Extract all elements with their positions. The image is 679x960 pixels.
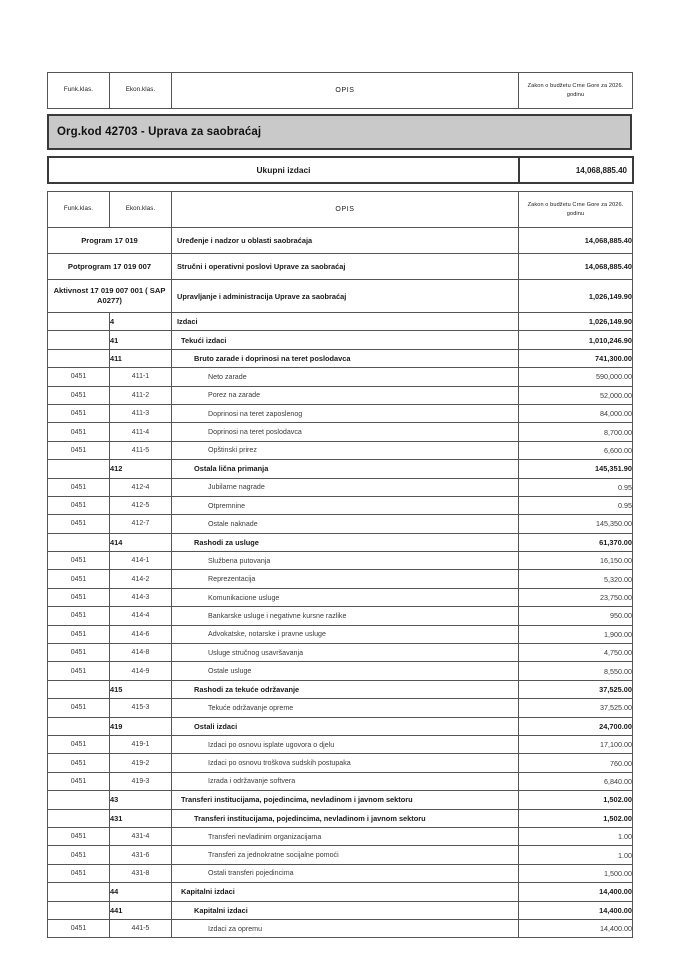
line-item-amount: 145,350.00 bbox=[519, 515, 633, 533]
line-item-description: Reprezentacija bbox=[172, 570, 519, 588]
table-row bbox=[48, 827, 633, 845]
functional-classification bbox=[48, 883, 110, 901]
line-item-description: Transferi institucijama, pojedincima, nevladinom i javnom sektoru bbox=[172, 791, 519, 809]
economic-classification: 414-1 bbox=[110, 552, 172, 570]
table-row bbox=[48, 588, 633, 606]
economic-classification: 411 bbox=[110, 349, 172, 367]
line-item-description: Jubilarne nagrade bbox=[172, 478, 519, 496]
functional-classification bbox=[48, 460, 110, 478]
program-code: Aktivnost 17 019 007 001 ( SAP A0277) bbox=[48, 280, 172, 313]
functional-classification: 0451 bbox=[48, 607, 110, 625]
line-item-amount: 17,100.00 bbox=[519, 735, 633, 753]
economic-classification: 414-6 bbox=[110, 625, 172, 643]
line-item-description: Neto zarade bbox=[172, 368, 519, 386]
economic-classification: 43 bbox=[110, 791, 172, 809]
total-expenses-amount: 14,068,885.40 bbox=[519, 157, 633, 183]
functional-classification: 0451 bbox=[48, 864, 110, 882]
program-description: Stručni i operativni poslovi Uprave za saobraćaj bbox=[172, 254, 519, 280]
economic-classification: 412-7 bbox=[110, 515, 172, 533]
functional-classification: 0451 bbox=[48, 386, 110, 404]
functional-classification: 0451 bbox=[48, 441, 110, 459]
functional-classification: 0451 bbox=[48, 827, 110, 845]
functional-classification: 0451 bbox=[48, 570, 110, 588]
line-item-amount: 14,400.00 bbox=[519, 883, 633, 901]
line-item-description: Ostale naknade bbox=[172, 515, 519, 533]
line-item-amount: 14,400.00 bbox=[519, 919, 633, 937]
table-row bbox=[48, 883, 633, 901]
line-item-amount: 1.00 bbox=[519, 827, 633, 845]
table-row bbox=[48, 901, 633, 919]
economic-classification: 411-4 bbox=[110, 423, 172, 441]
table-row bbox=[48, 313, 633, 331]
budget-line-items-table bbox=[47, 191, 633, 938]
line-item-amount: 5,320.00 bbox=[519, 570, 633, 588]
table-row bbox=[48, 460, 633, 478]
functional-classification: 0451 bbox=[48, 423, 110, 441]
table-row bbox=[48, 423, 633, 441]
org-code-title: Org.kod 42703 - Uprava za saobraćaj bbox=[57, 126, 262, 138]
table-row bbox=[48, 607, 633, 625]
line-item-amount: 24,700.00 bbox=[519, 717, 633, 735]
economic-classification: 41 bbox=[110, 331, 172, 349]
program-row bbox=[48, 228, 633, 254]
line-item-amount: 61,370.00 bbox=[519, 533, 633, 551]
program-code: Program 17 019 bbox=[48, 228, 172, 254]
functional-classification: 0451 bbox=[48, 919, 110, 937]
line-item-description: Komunikacione usluge bbox=[172, 588, 519, 606]
line-item-description: Službena putovanja bbox=[172, 552, 519, 570]
line-item-amount: 16,150.00 bbox=[519, 552, 633, 570]
table-row bbox=[48, 791, 633, 809]
line-item-description: Rashodi za usluge bbox=[172, 533, 519, 551]
column-header-ekon: Ekon.klas. bbox=[110, 73, 172, 109]
economic-classification: 419-2 bbox=[110, 754, 172, 772]
table-row bbox=[48, 552, 633, 570]
line-item-description: Transferi institucijama, pojedincima, nevladinom i javnom sektoru bbox=[172, 809, 519, 827]
economic-classification: 441-5 bbox=[110, 919, 172, 937]
table-row bbox=[48, 441, 633, 459]
economic-classification: 419-1 bbox=[110, 735, 172, 753]
line-item-amount: 1,900.00 bbox=[519, 625, 633, 643]
column-header-opis: OPIS bbox=[172, 73, 519, 109]
line-item-description: Usluge stručnog usavršavanja bbox=[172, 644, 519, 662]
table-row bbox=[48, 735, 633, 753]
economic-classification: 414-9 bbox=[110, 662, 172, 680]
table-row bbox=[48, 404, 633, 422]
line-item-amount: 8,550.00 bbox=[519, 662, 633, 680]
line-item-description: Transferi za jednokratne socijalne pomoći bbox=[172, 846, 519, 864]
economic-classification: 419-3 bbox=[110, 772, 172, 790]
economic-classification: 441 bbox=[110, 901, 172, 919]
table-row bbox=[48, 662, 633, 680]
economic-classification: 415-3 bbox=[110, 699, 172, 717]
line-item-amount: 1,026,149.90 bbox=[519, 313, 633, 331]
line-item-description: Bruto zarade i doprinosi na teret poslodavca bbox=[172, 349, 519, 367]
line-item-amount: 37,525.00 bbox=[519, 699, 633, 717]
table-row bbox=[48, 809, 633, 827]
table-row bbox=[48, 717, 633, 735]
functional-classification bbox=[48, 313, 110, 331]
line-item-description: Bankarske usluge i negativne kursne razlike bbox=[172, 607, 519, 625]
line-item-amount: 1.00 bbox=[519, 846, 633, 864]
table-row bbox=[48, 680, 633, 698]
economic-classification: 44 bbox=[110, 883, 172, 901]
line-item-amount: 23,750.00 bbox=[519, 588, 633, 606]
table-row bbox=[48, 496, 633, 514]
program-description: Uređenje i nadzor u oblasti saobraćaja bbox=[172, 228, 519, 254]
line-item-amount: 52,000.00 bbox=[519, 386, 633, 404]
line-item-amount: 1,502.00 bbox=[519, 809, 633, 827]
economic-classification: 414-3 bbox=[110, 588, 172, 606]
economic-classification: 4 bbox=[110, 313, 172, 331]
total-expenses-label: Ukupni izdaci bbox=[48, 157, 519, 183]
functional-classification: 0451 bbox=[48, 662, 110, 680]
line-item-amount: 950.00 bbox=[519, 607, 633, 625]
line-item-amount: 0.95 bbox=[519, 496, 633, 514]
table-row bbox=[48, 533, 633, 551]
program-code: Potprogram 17 019 007 bbox=[48, 254, 172, 280]
line-item-description: Doprinosi na teret zaposlenog bbox=[172, 404, 519, 422]
program-amount: 14,068,885.40 bbox=[519, 228, 633, 254]
line-item-description: Izdaci po osnovu troškova sudskih postupaka bbox=[172, 754, 519, 772]
economic-classification: 414-4 bbox=[110, 607, 172, 625]
table-row bbox=[48, 699, 633, 717]
column-header-funk: Funk.klas. bbox=[48, 73, 110, 109]
line-item-amount: 6,600.00 bbox=[519, 441, 633, 459]
economic-classification: 431-4 bbox=[110, 827, 172, 845]
table-row bbox=[48, 644, 633, 662]
economic-classification: 431-6 bbox=[110, 846, 172, 864]
functional-classification bbox=[48, 533, 110, 551]
line-item-amount: 37,525.00 bbox=[519, 680, 633, 698]
functional-classification: 0451 bbox=[48, 496, 110, 514]
line-item-description: Izdaci bbox=[172, 313, 519, 331]
line-item-description: Ostala lična primanja bbox=[172, 460, 519, 478]
table-row bbox=[48, 331, 633, 349]
functional-classification: 0451 bbox=[48, 754, 110, 772]
column-header-iznos: Zakon o budžetu Crne Gore za 2026. godinu bbox=[519, 192, 633, 228]
line-item-description: Doprinosi na teret poslodavca bbox=[172, 423, 519, 441]
line-item-amount: 1,502.00 bbox=[519, 791, 633, 809]
line-item-description: Kapitalni izdaci bbox=[172, 883, 519, 901]
line-item-description: Izdaci po osnovu isplate ugovora o djelu bbox=[172, 735, 519, 753]
total-row bbox=[48, 157, 633, 183]
line-item-amount: 8,700.00 bbox=[519, 423, 633, 441]
program-row bbox=[48, 280, 633, 313]
functional-classification: 0451 bbox=[48, 846, 110, 864]
economic-classification: 414-8 bbox=[110, 644, 172, 662]
table-row bbox=[48, 625, 633, 643]
economic-classification: 412-5 bbox=[110, 496, 172, 514]
line-item-amount: 741,300.00 bbox=[519, 349, 633, 367]
program-row bbox=[48, 254, 633, 280]
functional-classification: 0451 bbox=[48, 699, 110, 717]
functional-classification: 0451 bbox=[48, 735, 110, 753]
economic-classification: 431-8 bbox=[110, 864, 172, 882]
program-description: Upravljanje i administracija Uprave za saobraćaj bbox=[172, 280, 519, 313]
table-row bbox=[48, 386, 633, 404]
table-row bbox=[48, 919, 633, 937]
column-header-funk: Funk.klas. bbox=[48, 192, 110, 228]
line-item-description: Advokatske, notarske i pravne usluge bbox=[172, 625, 519, 643]
functional-classification: 0451 bbox=[48, 368, 110, 386]
functional-classification bbox=[48, 809, 110, 827]
line-item-description: Izdaci za opremu bbox=[172, 919, 519, 937]
column-header-ekon: Ekon.klas. bbox=[110, 192, 172, 228]
economic-classification: 411-3 bbox=[110, 404, 172, 422]
economic-classification: 411-2 bbox=[110, 386, 172, 404]
line-item-amount: 145,351.90 bbox=[519, 460, 633, 478]
line-item-description: Ostali izdaci bbox=[172, 717, 519, 735]
line-item-amount: 1,010,246.90 bbox=[519, 331, 633, 349]
line-item-description: Transferi nevladinim organizacijama bbox=[172, 827, 519, 845]
table-row bbox=[48, 368, 633, 386]
top-column-header-table bbox=[47, 72, 633, 109]
functional-classification bbox=[48, 791, 110, 809]
line-item-description: Porez na zarade bbox=[172, 386, 519, 404]
economic-classification: 431 bbox=[110, 809, 172, 827]
program-amount: 14,068,885.40 bbox=[519, 254, 633, 280]
functional-classification bbox=[48, 901, 110, 919]
line-item-description: Tekuće održavanje opreme bbox=[172, 699, 519, 717]
column-header-opis: OPIS bbox=[172, 192, 519, 228]
line-item-amount: 14,400.00 bbox=[519, 901, 633, 919]
line-item-description: Ostali transferi pojedincima bbox=[172, 864, 519, 882]
line-item-amount: 1,500.00 bbox=[519, 864, 633, 882]
economic-classification: 411-1 bbox=[110, 368, 172, 386]
org-code-banner bbox=[47, 114, 632, 150]
line-item-description: Izrada i održavanje softvera bbox=[172, 772, 519, 790]
total-expenses-section bbox=[47, 156, 632, 184]
economic-classification: 412 bbox=[110, 460, 172, 478]
functional-classification bbox=[48, 717, 110, 735]
line-item-description: Otpremnine bbox=[172, 496, 519, 514]
table-row bbox=[48, 570, 633, 588]
line-item-description: Tekući izdaci bbox=[172, 331, 519, 349]
table-row bbox=[48, 864, 633, 882]
line-item-amount: 0.95 bbox=[519, 478, 633, 496]
line-item-description: Rashodi za tekuće održavanje bbox=[172, 680, 519, 698]
table-row bbox=[48, 754, 633, 772]
economic-classification: 415 bbox=[110, 680, 172, 698]
line-item-description: Opštinski prirez bbox=[172, 441, 519, 459]
table-row bbox=[48, 515, 633, 533]
header-row bbox=[48, 73, 633, 109]
table-row bbox=[48, 772, 633, 790]
table-row bbox=[48, 846, 633, 864]
line-item-amount: 760.00 bbox=[519, 754, 633, 772]
table-row bbox=[48, 478, 633, 496]
program-amount: 1,026,149.90 bbox=[519, 280, 633, 313]
functional-classification: 0451 bbox=[48, 644, 110, 662]
economic-classification: 412-4 bbox=[110, 478, 172, 496]
line-item-description: Ostale usluge bbox=[172, 662, 519, 680]
functional-classification: 0451 bbox=[48, 478, 110, 496]
functional-classification: 0451 bbox=[48, 552, 110, 570]
economic-classification: 414-2 bbox=[110, 570, 172, 588]
functional-classification bbox=[48, 349, 110, 367]
functional-classification: 0451 bbox=[48, 625, 110, 643]
line-item-amount: 6,840.00 bbox=[519, 772, 633, 790]
functional-classification: 0451 bbox=[48, 588, 110, 606]
line-item-description: Kapitalni izdaci bbox=[172, 901, 519, 919]
column-header-iznos: Zakon o budžetu Crne Gore za 2026. godinu bbox=[519, 73, 633, 109]
functional-classification bbox=[48, 680, 110, 698]
economic-classification: 414 bbox=[110, 533, 172, 551]
main-budget-section bbox=[47, 191, 632, 938]
total-expenses-table bbox=[47, 156, 634, 184]
functional-classification: 0451 bbox=[48, 772, 110, 790]
functional-classification bbox=[48, 331, 110, 349]
functional-classification: 0451 bbox=[48, 515, 110, 533]
header-row-secondary bbox=[48, 192, 633, 228]
line-item-amount: 84,000.00 bbox=[519, 404, 633, 422]
economic-classification: 419 bbox=[110, 717, 172, 735]
functional-classification: 0451 bbox=[48, 404, 110, 422]
economic-classification: 411-5 bbox=[110, 441, 172, 459]
table-row bbox=[48, 349, 633, 367]
line-item-amount: 590,000.00 bbox=[519, 368, 633, 386]
line-item-amount: 4,750.00 bbox=[519, 644, 633, 662]
